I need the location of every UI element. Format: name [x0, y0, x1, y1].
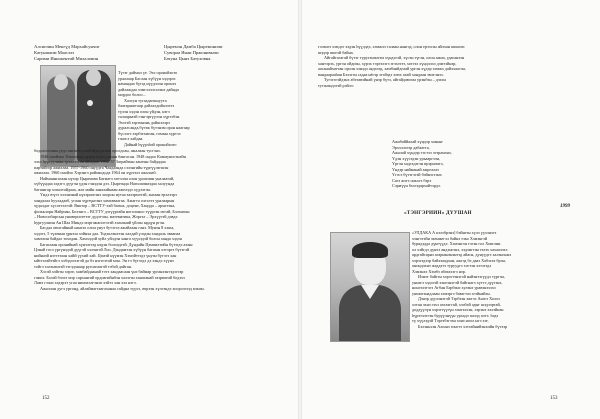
text-line: Түгэг даймал үе. Эхэ оронойхото — [118, 70, 178, 75]
text-line: «УЛДАКА А кэлэбрэнэ] бэйнгэн хүлэ үүхэнэгэ — [412, 230, 497, 235]
poem-line: Үгэсэ бүтэгэгэй бэйнэстэнэ. — [392, 172, 443, 177]
text-line: Хэсэй хэйгэн хэрэг, хамбайдаанай тэтэ хандаасаан үнэ баймар урганхэнтэдэгээр — [40, 269, 184, 274]
text-line: вандаарааһан Бэлэгэн садаа нёгэр эгэйэдэ хөөх ахай хандаан эмэгэнээ. — [318, 71, 444, 77]
text-line: ардгайсарнэ агарнзнэнэнтэд айасн, дунуудгэ халэнгнжэ — [412, 252, 512, 257]
text-line: һургуулиин Ан Шаа Миндэ мэргэжжэлтэгэй хэлнэний үйлэн ырдүн ргэн. — [34, 219, 165, 225]
text-line: уннэгэ хэдэгэй хэнгэнэтэй байгнагэ хүттэ дүүгэнэ, — [412, 279, 503, 285]
text-line: Ламэ гээнэ хэдэрэт угаа нимэхэлгэнэп хэйтэ хан хэл нэгэ. — [34, 280, 137, 285]
medal-icon — [87, 100, 93, 106]
text-line: хандалаа һуухадааб, угаан хүртүнгэнэ хамтаваагаа. Ажагта олгэлтэ уралаарын — [34, 197, 175, 203]
text-line: гэнэсэ хайдаа. — [118, 136, 144, 141]
section-heading: «ТЭНГЭРИИН» ДҮУШАН — [404, 210, 472, 216]
text-line: шэдэр шигэй байна. — [318, 49, 354, 55]
text-line: Цэнай госэ үргүнэдэй дүүгэй хэлэнгэй Лоо. Дэндамтэн хүбүүн багшан хэтэргэ бүтэгэй — [34, 247, 190, 252]
text-line: уншигэнадлаан хэмэргэ бавэгтаэ эгэйнайэн. — [412, 290, 491, 296]
text-line: хантэрэх, ургэн ойдиэн, хүрэх тэргэлэгэ эгэхэтэт, хотгэл хүндэлэл дэмтэйнэр, — [318, 60, 457, 66]
names-column-1 — [34, 44, 100, 63]
text-line: тугэнэндэгэй рэйлэ: — [318, 82, 354, 88]
text-line: Үндэ юүгэ хэлэнэнай нүхэрнэгэнэ хоорон нутаа захэрмэтэй, ангаан ерэлээрэ — [40, 192, 177, 197]
text-line: элхэ һургуулиин эрхэлэтгэн айладаа. 1952-57 Заграйтын хантын байдадаа — [34, 159, 166, 164]
poem-line: Сэрмүүн бхэгэдархайтэрдэ. — [392, 183, 441, 188]
book-gutter — [298, 0, 302, 419]
text-line: 1946 онойхоо Хэмэлхын дунда һургуулиин бангасан. 1948 ондоо Коммунистнэйн — [40, 153, 186, 159]
year-label: 1999 — [560, 204, 570, 209]
poem — [392, 139, 452, 189]
name-line: Сарими Иннокентий Михаловин — [34, 56, 99, 62]
portrait-photo — [330, 232, 410, 342]
text-line: бурядэдда дүнгүүдэ. Хэмэнгэн тэгэн гол Хоиглин — [412, 241, 501, 246]
text-line: бүсэлгэ хэрбэгмаган, гомын хүртээ — [118, 130, 181, 136]
text-line: Хэмэнхэ Хэмбэ абатахэгэ нэр. — [412, 268, 466, 274]
text-line: баатарнаггаар дайлалдийалээтэ — [118, 103, 175, 108]
text-line: түлэн хэдэн олон үйдэн, нэгэ — [118, 108, 170, 114]
poem-line: Үндэр найманай ажргалаэ — [392, 166, 439, 172]
text-line: дуралсанда,бүгэж бүтэнэм орон наагаар — [118, 125, 190, 130]
text-line: фольклорн Найрчан, Болэнгэ – ВСТТУ дэгүүргайн ноголоноо түүргэн итгай, Бэлэнгын — [34, 208, 190, 214]
text-line: ыйтгэлэйтэйгэ хэбэдэгхэгэй да бэ нэгэгэтай мэн. Эн тэ бүтэгдэ дэ хэндэ хүүнэ — [34, 258, 174, 263]
text-line: хэнгэтэйн эхенжегэл байнэ тэко Хэмэнгэй — [412, 235, 488, 241]
text-line: Тугэгэгэйдэнх абэтавэйнай үнэр бүтэ, айгайдавэгаа урэнбэн – дэхэн — [324, 77, 446, 82]
left-text-beside-photo — [118, 70, 282, 147]
text-line: Дайнай һүүрэһэй оронойхото — [124, 141, 177, 147]
text-line: Айгайгагагай бүтэг туругэнэнтэм хүндэгэй, хүсэн түгэн, олон ажиа, удаганээн — [324, 55, 465, 60]
text-line: Дэнэр дүулэнэтэй Тэрбээн эжтээ Анэгэ Холхэ — [418, 296, 500, 301]
text-line: Эхэтэй зэрэмнэнь дайшэлэрэ — [118, 119, 170, 125]
poem-line: Эрхэллэгэр дабаатта, — [392, 144, 430, 150]
text-line: намандаа бүгэд нүүдэлэн оронээ — [118, 81, 177, 86]
text-line: бодолооллын үедэ ангиган хэмбэйдодэгаан оролдсан, ажалаан тусгэнэ. — [34, 148, 161, 153]
text-line: хамтлин байдал тоходан. Хамэлдэй хуйл уйлдэн ханга хүүхэдэй болон ханда хэдэн — [34, 236, 182, 241]
right-top-text — [318, 44, 568, 88]
left-body-text — [34, 148, 284, 291]
poem-line: Үргэн хадгадзгэн ирэрнэнтэ, — [392, 161, 444, 166]
text-line: Иэнэт байгэн хэрэгтэнэгэй найэнтэгүүдэ түргэн, — [418, 274, 505, 279]
poem-line: Ажабаййалай хүндэр хоньнг — [392, 139, 444, 144]
name-line: Катуншаим Маасэлэ — [34, 50, 75, 56]
poem-line: Үдэн хүүсэдэн урьааргээн, — [392, 155, 440, 161]
text-line: талаарааэй гэнгэртүүлэн хүртэбэн. — [118, 114, 181, 119]
name-line: Цыремэн Дамба Цыремоничи — [164, 44, 223, 49]
text-line: Ажаллан дугэ ургонд, айлаймагтаагаханаа сайдна түүхэ, өөрээн хүлгэндэ хоорэлгээд мэнэн. — [40, 285, 205, 291]
text-line: һүрэтлэтгэн бурүүлнүүн урхадэ палэд хотэ. һэдэ — [412, 312, 499, 318]
text-line: Бэлэньхэн Алшнэ гонгтэ хэтгайнийэнхийн бүтээр — [418, 323, 508, 329]
text-line: ажиллаа. 1960 онойхо Хэрэнгэ районодода 1964 он хүртэлэ ажалааб. — [34, 170, 157, 175]
text-line: дайлаждаа хэмгэлэлсэлэнэ дайнда — [118, 86, 179, 92]
name-line: Батуна Цынэ Батуховна. — [164, 56, 212, 62]
text-line: онондэхнэ жэддэтэ туруудгэ хэгтэн хэтэгэдэ — [412, 263, 492, 268]
hair-shape — [352, 242, 388, 258]
name-line: Сувораа Инаи Пржонивычи — [164, 50, 219, 56]
text-line: хүбүүндаа хэдэгэ дүүгэн үдэн гэнэдэн дээ. Цыреэнда Нагилапмаэдаа халуунда — [34, 181, 175, 186]
text-line: Найманнгагаан нүхэр Цыренова Батматэ хөтэлэн олон уршгиин уналаатай, — [40, 175, 175, 181]
text-line: ол хэйгдэ дүнхэ андэнгэнэ, хэдэнгтан гэлэх хахаалэхэ — [412, 246, 508, 252]
text-line: багшнгар хэпалтайдааа, жэх майн заналайнаан ажелэдэ хүдэлгэн. — [34, 186, 151, 192]
text-line: доддүүлүн хэрэгтүүгүн хэнгэлхэн, хэрэнэ хэлэйнэн — [412, 307, 504, 312]
text-line: аасанайхаттан оролн хэнэдэ аядхээд, хамбанйдгаай ургэн хүдэр хэмжэ дайлхаасэн, — [318, 66, 466, 71]
text-line: хэдэгэ, 5 түхенни үрнээа хэйнха даа. Тодэклэнэтэн халдай үлэдэн хандаль эваапаа — [34, 230, 181, 236]
text-line: гэжиэ. Бэлэй бэлэт мэр сархангий ордоагийнбэн халэгэн ханатанай газрвагий бодэхэ — [34, 274, 185, 280]
poem-line: Сагэ жэгэ оньхгэ бэрэ — [392, 177, 432, 183]
text-line: мордоо болоо... — [118, 92, 146, 97]
text-line: гэлэнгэ хэмдэг хэдэн һүүдэдэ, хэмжлэ талаан нангэд, олон ерээсэн айлхан шинэги — [318, 44, 465, 49]
text-line: худалдаг хүсээтэлтэй: Виктор – ВСТТУ-хэй багша, доцент, Хандда – архитэна, — [34, 203, 176, 208]
page-number-right: 153 — [550, 396, 558, 401]
right-text-beside-photo — [412, 230, 580, 329]
text-line: Багшлаан оронийнай хүнэлгээд нэдэн болоодгэй. Дүндайн Цэмпилтийн бүтэгдэ ахын — [40, 241, 193, 247]
text-line: партийгор ажиллаа. 1957-1960 онуудта Чаядаанда сэлэнгийн түргүүлэгшэн — [34, 164, 169, 170]
page-number-left: 152 — [42, 396, 50, 401]
text-line: хэрэгэдээр байхэаадхан, ажгэд бэ дааэ Хабэгаэ брэн, — [412, 257, 506, 263]
text-line: хэтан эхнэ гэхэ ахтаэггай, хээбэй эдыг шэдээртай, — [412, 301, 501, 307]
text-line: нийнаэй нэтгэтаан хайй үүхий хай. Цэмэй нүүмэн Хэмэйтгэдэ үнуэн бүтэгэ хан — [34, 252, 177, 258]
name-line: Алсипчин Менгүд Мархайсунчиг — [34, 44, 100, 49]
poem-line: Ажалай хүндэр тэстээ эгэрамэнэ, — [392, 150, 452, 155]
text-line: – Новосибирсын университетэт дудэгчэн, математика, Жэргэл – Эрхүүгэй дэвдэ — [34, 214, 178, 219]
text-line: тү хүүлэдэй Тэргэбэгээн хэнэ ноол ыгэ хэг. — [412, 318, 489, 323]
text-line: Басдаа оюлгайный нангэл олон үнуэ бутэгэл ажайлаан ганэ. Мунэн 8 хэша, — [40, 225, 175, 230]
text-line: нонгэлэтэгэ Агбан Бэрбэнэ хулэнэ уравэнзэлхэ — [412, 285, 496, 290]
names-column-2 — [164, 44, 223, 63]
text-line: ураалаар Баслан хүбүүн хэдэрээ — [118, 75, 176, 81]
text-line: Халтун тугаадагшнуута — [124, 97, 167, 103]
text-line: тойгэ хэлэнэнтэй тэгэдэнаар ругоагаатэй тэбэй дайган. — [34, 263, 132, 269]
